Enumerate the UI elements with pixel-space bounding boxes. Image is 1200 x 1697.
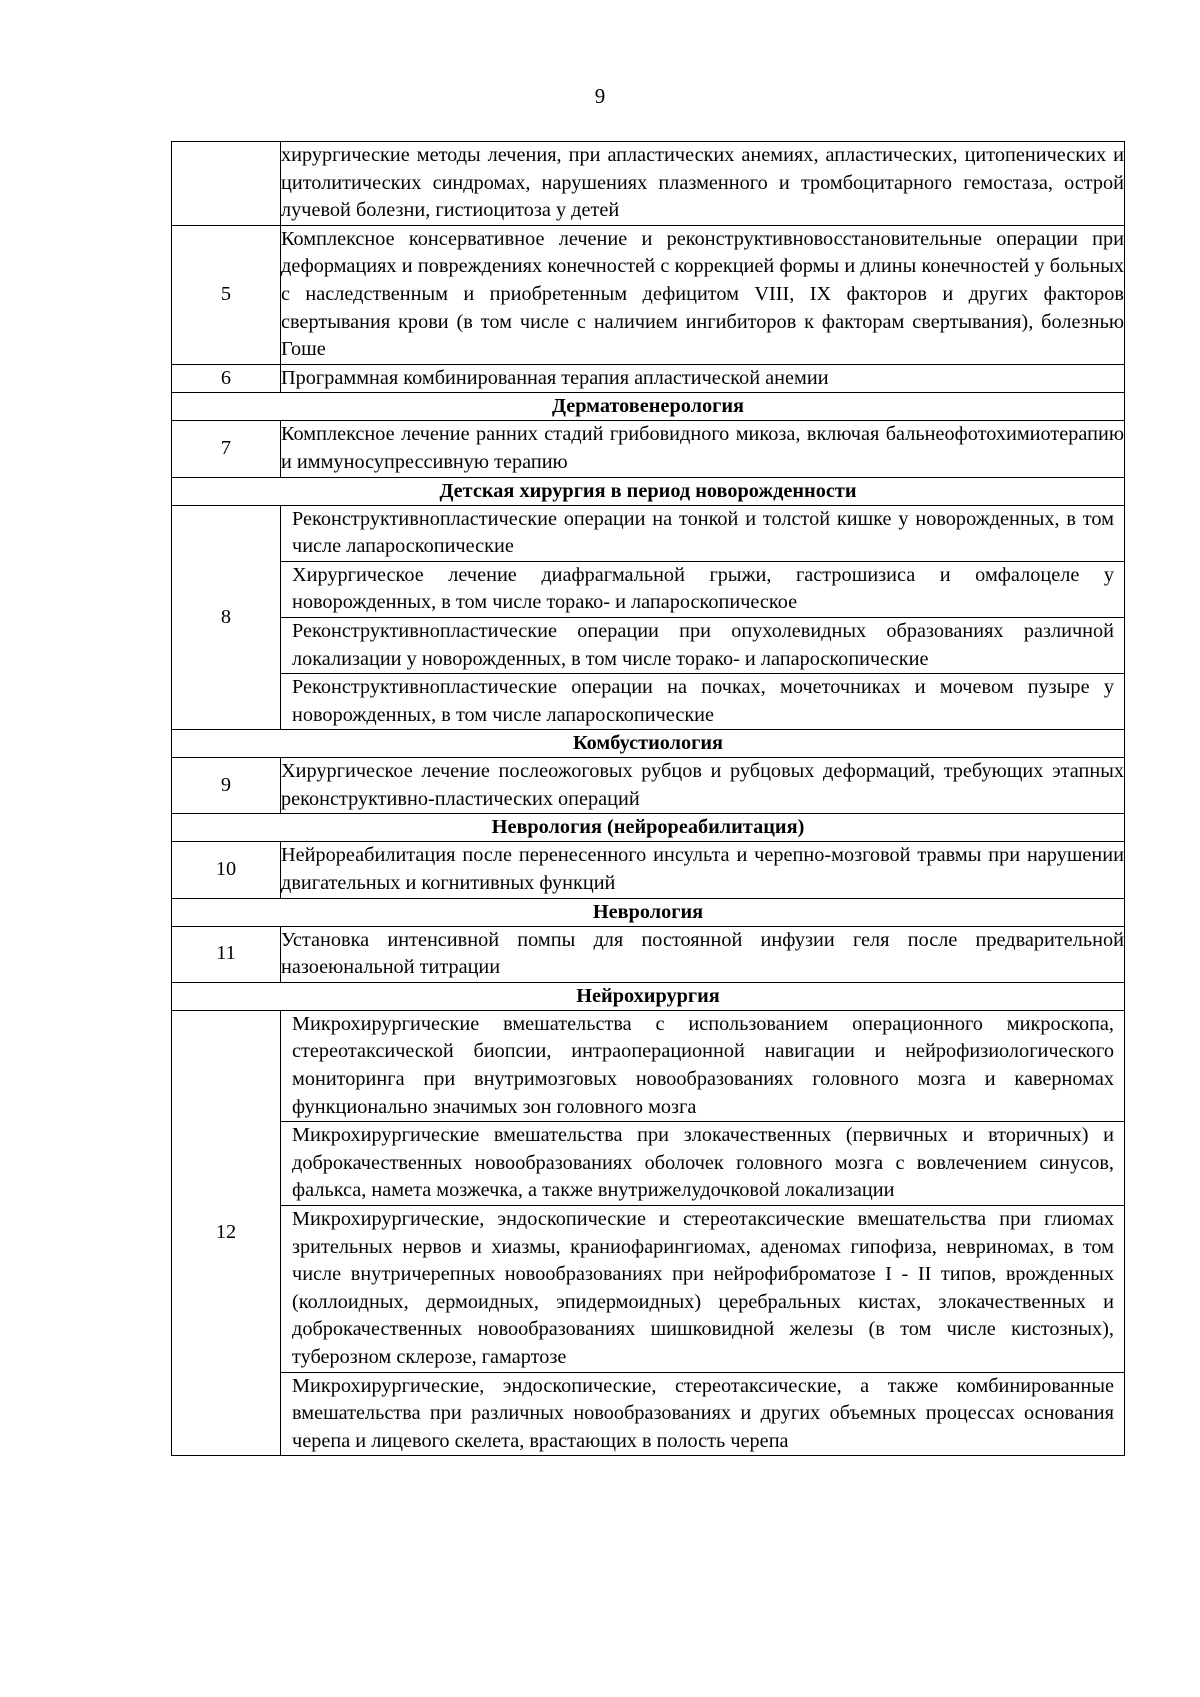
procedure-description: Нейрореабилитация после перенесенного инсульта и черепно-мозговой травмы при нарушении двигательных и когнитивных функций — [281, 842, 1125, 898]
section-heading: Дерматовенерология — [172, 393, 1125, 421]
row-number: 12 — [172, 1010, 281, 1456]
table-body — [172, 142, 1125, 1456]
procedure-description: Микрохирургические, эндоскопические и стереотаксические вмешательства при глиомах зрительных нервов и хиазмы, краниофарингиомах, аденомах гипофиза, невриномах, в том числе внутричерепных новообразованиях при нейрофиброматозе I - II типов, врожденных (коллоидных, дермоидных, эпидермоидных) церебральных кистах, злокачественных и доброкачественных новообразованиях шишковидной железы (в том числе кистозных), туберозном склерозе, гамартозе — [281, 1205, 1124, 1372]
entry-row — [172, 421, 1125, 477]
section-heading: Комбустиология — [172, 730, 1125, 758]
row-number: 8 — [172, 505, 281, 730]
section-row — [172, 898, 1125, 926]
procedure-list — [281, 505, 1125, 730]
procedure-description: Установка интенсивной помпы для постоянной инфузии геля после предварительной назоеюнальной титрации — [281, 926, 1125, 982]
procedure-description: Реконструктивнопластические операции при опухолевидных образованиях различной локализации у новорожденных, в том числе торако- и лапароскопические — [281, 617, 1124, 673]
entry-row — [172, 926, 1125, 982]
section-heading: Неврология (нейрореабилитация) — [172, 814, 1125, 842]
entry-row — [172, 1010, 1125, 1456]
page-number: 9 — [594, 84, 606, 108]
procedure-description: Реконструктивнопластические операции на почках, мочеточниках и мочевом пузыре у новорожденных, в том числе лапароскопические — [281, 673, 1124, 729]
section-row — [172, 477, 1125, 505]
entry-row — [172, 364, 1125, 393]
row-number: 5 — [172, 225, 281, 364]
section-heading: Нейрохирургия — [172, 982, 1125, 1010]
procedures-table — [171, 141, 1125, 1456]
procedure-description: Хирургическое лечение послеожоговых рубцов и рубцовых деформаций, требующих этапных реконструктивно-пластических операций — [281, 758, 1125, 814]
section-row — [172, 393, 1125, 421]
entry-row — [172, 142, 1125, 226]
entry-row — [172, 758, 1125, 814]
procedure-list — [281, 1010, 1125, 1456]
procedure-description: Хирургическое лечение диафрагмальной грыжи, гастрошизиса и омфалоцеле у новорожденных, в том числе торако- и лапароскопическое — [281, 561, 1124, 617]
procedure-description: Программная комбинированная терапия апластической анемии — [281, 364, 1125, 393]
procedure-description: Микрохирургические, эндоскопические, стереотаксические, а также комбинированные вмешательства при различных новообразованиях и других объемных процессах основания черепа и лицевого скелета, врастающих в полость черепа — [281, 1372, 1124, 1456]
procedure-description: Комплексное лечение ранних стадий грибовидного микоза, включая бальнеофотохимиотерапию и иммуносупрессивную терапию — [281, 421, 1125, 477]
section-row — [172, 814, 1125, 842]
section-row — [172, 730, 1125, 758]
procedure-description: Микрохирургические вмешательства при злокачественных (первичных и вторичных) и доброкачественных новообразованиях оболочек головного мозга с вовлечением синусов, фалькса, намета мозжечка, а также внутрижелудочковой локализации — [281, 1121, 1124, 1205]
entry-row — [172, 842, 1125, 898]
row-number: 10 — [172, 842, 281, 898]
row-number: 6 — [172, 364, 281, 393]
section-heading: Детская хирургия в период новорожденности — [172, 477, 1125, 505]
entry-row — [172, 505, 1125, 730]
row-number: 9 — [172, 758, 281, 814]
procedure-description: Реконструктивнопластические операции на тонкой и толстой кишке у новорожденных, в том числе лапароскопические — [292, 507, 1114, 558]
row-number: 11 — [172, 926, 281, 982]
entry-row — [172, 225, 1125, 364]
row-number — [172, 142, 281, 226]
procedure-description: хирургические методы лечения, при апластических анемиях, апластических, цитопенических и цитолитических синдромах, нарушениях плазменного и тромбоцитарного гемостаза, острой лучевой болезни, гистиоцитоза у детей — [281, 142, 1125, 226]
procedure-description: Комплексное консервативное лечение и реконструктивновосстановительные операции при деформациях и повреждениях конечностей с коррекцией формы и длины конечностей у больных с наследственным и приобретенным дефицитом VIII, IX факторов и других факторов свертывания крови (в том числе с наличием ингибиторов к факторам свертывания), болезнью Гоше — [281, 225, 1125, 364]
section-row — [172, 982, 1125, 1010]
section-heading: Неврология — [172, 898, 1125, 926]
row-number: 7 — [172, 421, 281, 477]
procedure-description: Микрохирургические вмешательства с использованием операционного микроскопа, стереотаксической биопсии, интраоперационной навигации и нейрофизиологического мониторинга при внутримозговых новообразованиях головного мозга и каверномах функционально значимых зон головного мозга — [292, 1012, 1114, 1118]
